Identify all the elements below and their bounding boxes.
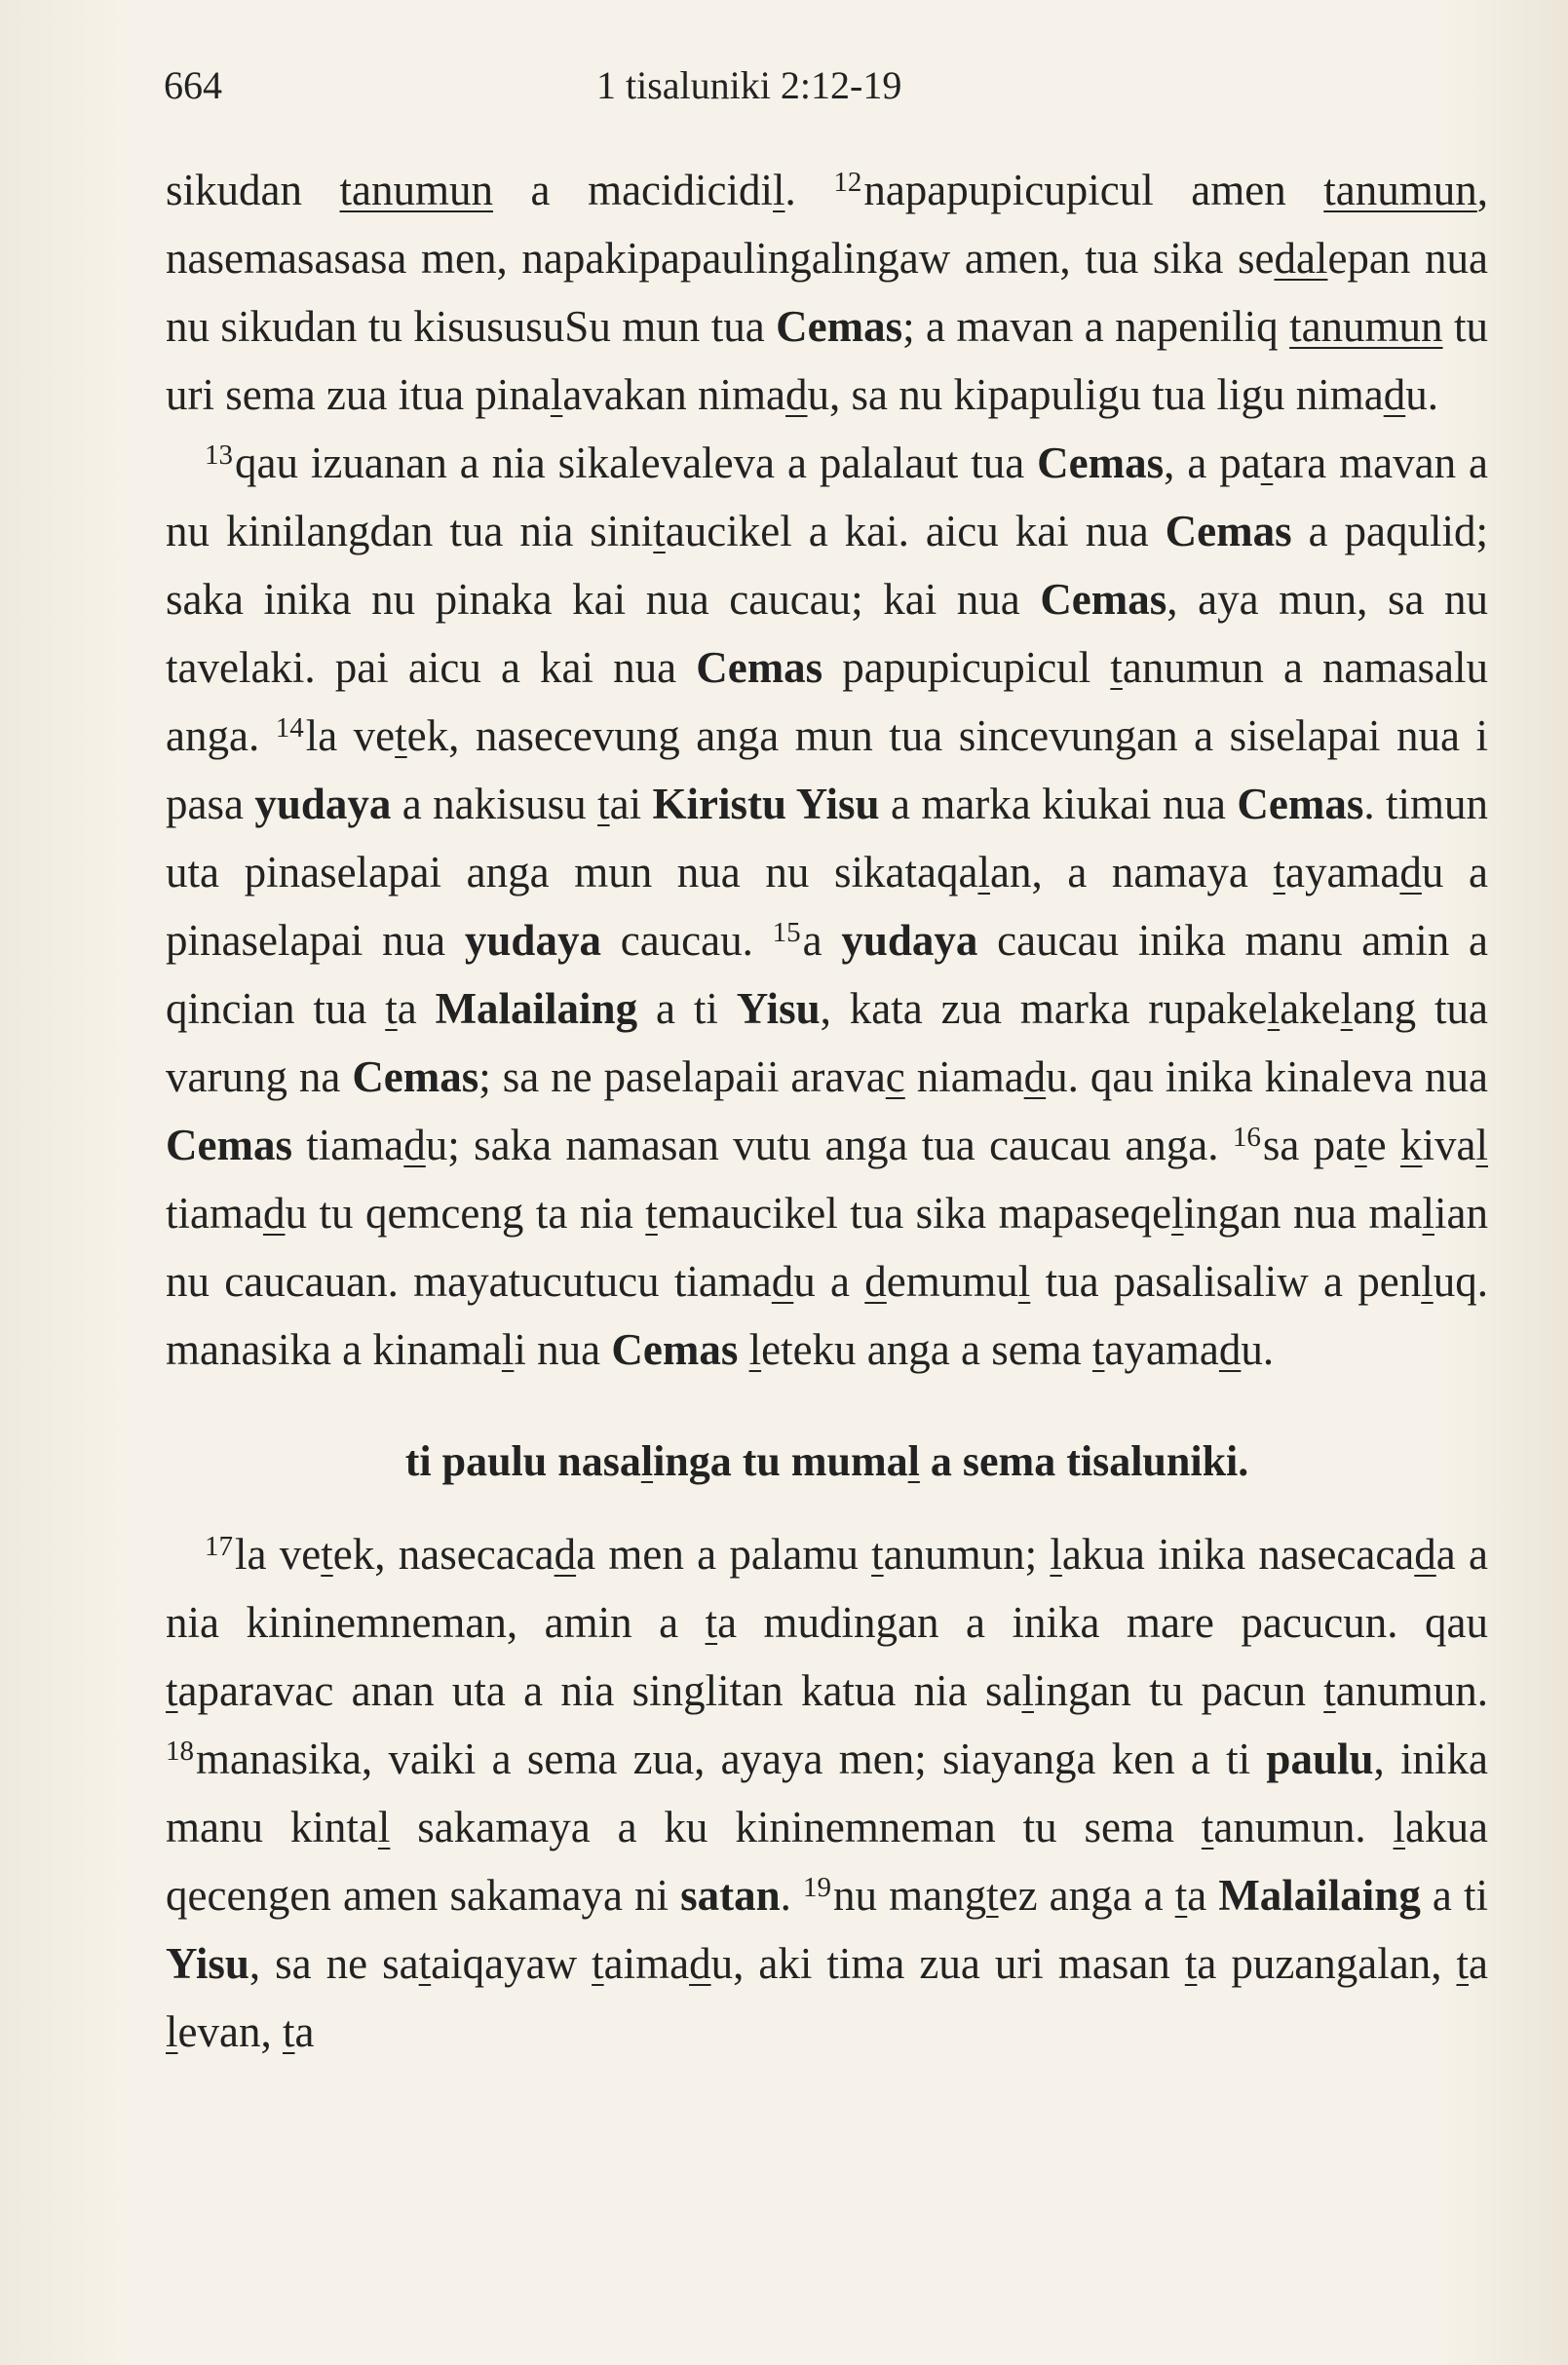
underlined-letter: t [653,507,666,555]
text-run: aima [603,1939,690,1988]
bold-term: Cemas [352,1052,479,1101]
text-run: akua qecengen amen sakamaya ni [166,1803,1488,1920]
text-run: a sema tisaluniki. [919,1437,1249,1485]
underlined-letter: t [1184,1939,1198,1988]
text-run: , kata zua marka rupake [820,984,1268,1033]
text-run: ; a mavan a napeniliq [902,302,1290,351]
underlined-letter: l [773,166,785,214]
text-run: ayama [1104,1325,1219,1374]
bold-term: yudaya [254,780,392,828]
underlined-letter: l [640,1437,654,1485]
underlined-letter: t [321,1530,333,1579]
verse-number: 12 [833,167,862,198]
bold-term: Cemas [776,302,903,351]
text-run: a macidicidi [493,166,774,214]
text-run: aucikel a kai. aicu kai nua [665,507,1166,555]
paragraph [166,156,1488,429]
paragraph [166,1520,1488,2066]
text-run: ek, nasecevung anga mun tua sincevungan a siselapai nua i pasa [166,711,1489,828]
underlined-letter: t [1091,1325,1105,1374]
text-run: la ve [305,711,396,760]
text-run: , inika manu kinta [166,1735,1489,1851]
underlined-letter: l [1421,1257,1434,1306]
verse-number: 19 [803,1872,831,1903]
text-run: anumun. [1213,1803,1394,1851]
text-run: tua pasalisaliw a pen [1030,1257,1422,1306]
text-run: a men a palamu [576,1530,872,1579]
text-run: a ti [637,984,737,1033]
text-run: emumu [886,1257,1018,1306]
text-run: u; saka namasan vutu anga tua caucau anga. [425,1121,1233,1169]
underlined-letter: d [1383,370,1406,419]
text-run: a ti [1420,1871,1489,1920]
text-run: ai [609,780,653,828]
text-run [738,1325,748,1374]
underlined-letter: t [1201,1803,1214,1851]
verse-number: 15 [772,917,801,948]
underlined-letter: l [748,1325,762,1374]
text-run: sikudan [166,166,340,214]
bold-term: Cemas [611,1325,739,1374]
underlined-letter: t [592,1939,604,1988]
verse-number: 14 [275,712,304,744]
underlined-letter: t [418,1939,432,1988]
underlined-letter: t [1174,1871,1188,1920]
text-run: anumun a namasalu anga. [166,643,1488,760]
text-run: , nasemasasasa men, napakipapaulingalingaw amen, tua sika se [166,166,1488,283]
underlined-letter: l [166,2007,178,2056]
text-run: ; sa ne paselapaii arava [478,1052,886,1101]
bold-term: Malailaing [1218,1871,1421,1920]
text-run: ayama [1284,848,1400,896]
text-run: emaucikel tua sika mapaseqe [657,1189,1172,1238]
verse-number: 16 [1232,1122,1261,1153]
underlined-letter: t [1323,1666,1336,1715]
text-run: inga tu muma [653,1437,908,1485]
text-run: a marka kiukai nua [879,780,1238,828]
bold-term: Yisu [166,1939,249,1988]
underlined-letter: d [689,1939,711,1988]
text-run: caucau inika manu amin a qincian tua [166,916,1488,1033]
underlined-letter: t [705,1598,718,1647]
underlined-letter: d [554,1530,577,1579]
underlined-letter: t [986,1871,999,1920]
text-run: avakan nima [562,370,786,419]
text-run: a nakisusu [391,780,598,828]
text-run: a [1469,1939,1488,1988]
paragraph-group-before [166,156,1488,1384]
text-run: a [397,984,436,1033]
underlined-letter: t [1273,848,1285,896]
underlined-letter: t [1260,439,1274,487]
text-run: ara mavan a nu kinilangdan tua nia sini [166,439,1488,555]
underlined-letter: d [1399,848,1422,896]
text-run: . [784,166,834,214]
text-run: a a nia kininemneman, amin a [166,1530,1488,1647]
text-run: u a pinaselapai nua [166,848,1488,965]
underlined-letter: l [977,848,990,896]
underlined-letter: t [166,1666,178,1715]
text-run: la ve [235,1530,322,1579]
text-run: ingan nua ma [1183,1189,1423,1238]
underlined-letter: tanumun [339,166,494,214]
text-run: tiama [291,1121,404,1169]
text-run: eteku anga a sema [761,1325,1092,1374]
text-run: uq. manasika a kinama [166,1257,1488,1374]
bold-term: Cemas [1237,780,1364,828]
underlined-letter: d [864,1257,887,1306]
underlined-letter: l [550,370,563,419]
text-run: aiqayaw [431,1939,593,1988]
underlined-letter: t [1110,643,1123,692]
bold-term: Yisu [736,984,821,1033]
page-header [164,62,1401,121]
text-run: , aya mun, sa nu tavelaki. pai aicu a kai nua [166,575,1488,692]
underlined-letter: d [1023,1052,1047,1101]
text-run: manasika, vaiki a sema zua, ayaya men; siayanga ken a ti [196,1735,1267,1783]
text-run: nu mang [833,1871,987,1920]
underlined-letter: tanumun [1323,166,1477,214]
bold-term: Cemas [166,1121,292,1169]
underlined-letter: l [501,1325,515,1374]
text-run: ez anga a [998,1871,1175,1920]
text-run: . [780,1871,803,1920]
text-run: caucau. [600,916,773,965]
section-heading [166,1432,1488,1491]
underlined-letter: t [395,711,407,760]
text-run: ingan tu pacun [1033,1666,1324,1715]
text-run: ti paulu nasa [404,1437,641,1485]
text-run: anumun; [883,1530,1051,1579]
bold-term: Cemas [1165,507,1292,555]
underlined-letter: l [1475,1121,1488,1169]
underlined-letter: l [1021,1666,1034,1715]
text-run: niama [904,1052,1024,1101]
underlined-letter: t [385,984,398,1033]
text-run: akua inika nasecaca [1061,1530,1415,1579]
underlined-letter: l [907,1437,920,1485]
text-run: u a [793,1257,865,1306]
text-run: sakamaya a ku kininemneman tu sema [390,1803,1202,1851]
text-run: epan nua nu sikudan tu kisususuSu mun tua [166,234,1488,351]
underlined-letter: d [771,1257,794,1306]
paragraph-group-after [166,1520,1488,2066]
verse-number: 18 [166,1736,194,1767]
underlined-letter: d [1218,1325,1242,1374]
text-run: a [294,2007,315,2056]
text-run: u. [1241,1325,1275,1374]
underlined-letter: l [377,1803,391,1851]
underlined-letter: d [403,1121,426,1169]
bold-term: Kiristu Yisu [652,780,880,828]
text-run: ake [1280,984,1341,1033]
text-run: anumun. [1335,1666,1488,1715]
text-run: u, aki tima zua uri masan [710,1939,1185,1988]
underlined-letter: t [282,2007,295,2056]
text-run: a paqulid; saka inika nu pinaka kai nua caucau; kai nua [166,507,1488,624]
underlined-letter: d [262,1189,286,1238]
bold-term: Cemas [1037,439,1165,487]
text-run: u. qau inika kinaleva nua [1046,1052,1489,1101]
text-run: iva [1422,1121,1476,1169]
text-run: napapupicupicul amen [863,166,1324,214]
text-run: , sa ne sa [249,1939,419,1988]
bold-term: Cemas [696,643,823,692]
underlined-letter: t [645,1189,658,1238]
text-run: ek, nasecaca [332,1530,555,1579]
text-run: a mudingan a inika mare pacucun. qau [717,1598,1488,1647]
underlined-letter: c [885,1052,905,1101]
text-run: ian nu caucauan. mayatucutucu tiama [166,1189,1488,1306]
underlined-letter: t [1456,1939,1470,1988]
body-text [166,156,1488,2066]
page-number: 664 [164,63,222,107]
text-run: i nua [514,1325,612,1374]
text-run: sa pa [1262,1121,1356,1169]
underlined-letter: l [1017,1257,1031,1306]
text-run: a [802,916,842,965]
text-run: papupicupicul [822,643,1111,692]
text-run: a puzangalan, [1197,1939,1457,1988]
underlined-letter: l [1171,1189,1184,1238]
underlined-letter: t [1355,1121,1367,1169]
bold-term: Malailaing [435,984,638,1033]
text-run: tu uri sema zua itua pina [166,302,1488,419]
bold-term: yudaya [464,916,601,965]
text-run: a [1187,1871,1219,1920]
bold-term: Cemas [1040,575,1167,624]
text-run: evan, [177,2007,283,2056]
underlined-letter: dal [1274,234,1328,283]
text-run: aparavac anan uta a nia singlitan katua nia sa [177,1666,1022,1715]
underlined-letter: t [597,780,610,828]
underlined-letter: l [1422,1189,1434,1238]
text-run: ang tua varung na [166,984,1488,1101]
text-run: , a pa [1164,439,1261,487]
text-run: qau izuanan a nia sikalevaleva a palalaut tua [235,439,1038,487]
underlined-letter: l [1393,1803,1406,1851]
underlined-letter: l [1340,984,1354,1033]
bold-term: yudaya [841,916,978,965]
underlined-letter: d [1414,1530,1436,1579]
running-head: 1 tisaluniki 2:12-19 [596,63,902,107]
verse-number: 13 [205,439,233,471]
underlined-letter: l [1267,984,1281,1033]
underlined-letter: l [1050,1530,1062,1579]
text-run: . timun uta pinaselapai anga mun nua nu sikataqa [166,780,1488,896]
text-run: tiama [166,1189,263,1238]
text-run: u. [1405,370,1438,419]
paragraph [166,429,1488,1384]
bold-term: paulu [1266,1735,1374,1783]
underlined-letter: t [871,1530,884,1579]
underlined-letter: k [1399,1121,1423,1169]
underlined-letter: d [785,370,808,419]
text-run: u, sa nu kipapuligu tua ligu nima [807,370,1384,419]
text-run: e [1366,1121,1400,1169]
text-run: an, a namaya [989,848,1274,896]
verse-number: 17 [205,1531,233,1562]
text-run: u tu qemceng ta nia [285,1189,646,1238]
underlined-letter: tanumun [1289,302,1443,351]
bold-term: satan [680,1871,781,1920]
